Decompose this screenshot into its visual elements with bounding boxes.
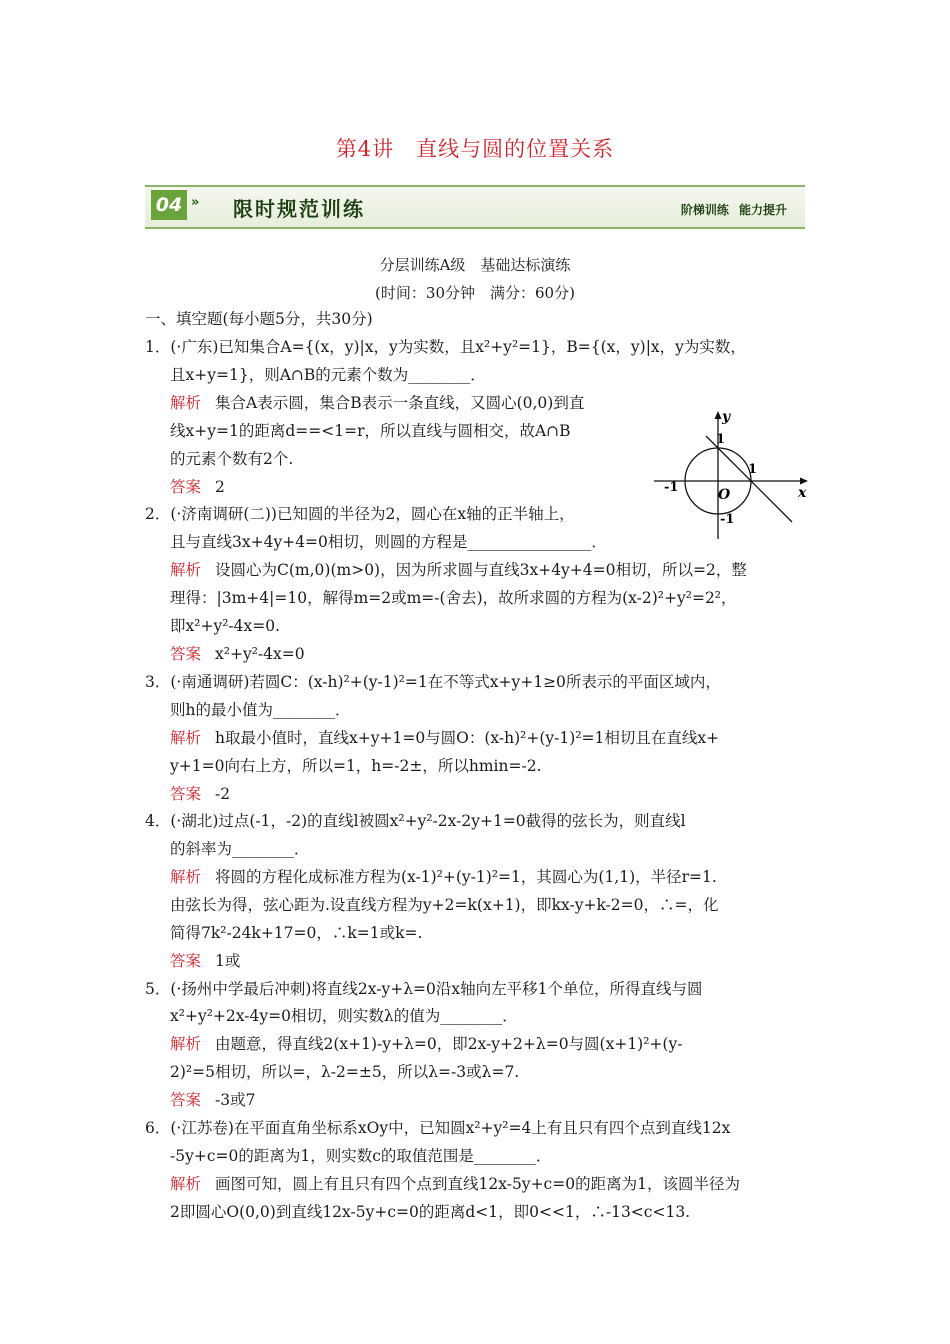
- analysis-4-line-1: 解析 将圆的方程化成标准方程为(x-1)²+(y-1)²=1，其圆心为(1,1)，半径r=1.: [170, 868, 717, 886]
- question-3-line-2: 则h的最小值为________．: [170, 701, 351, 719]
- x-axis-label: x: [798, 485, 807, 501]
- y-axis-arrow: [715, 411, 722, 419]
- question-5-line-1: 5．(·扬州中学最后冲刺)将直线2x-y+λ=0沿x轴向左平移1个单位，所得直线与圆: [145, 980, 703, 998]
- analysis-label: 解析: [170, 394, 202, 412]
- tick-label-x-neg1: -1: [664, 480, 679, 495]
- analysis-5-line-1: 解析 由题意，得直线2(x+1)-y+λ=0，即2x-y+2+λ=0与圆(x+1)²+(y-: [170, 1035, 683, 1053]
- analysis-3-line-2: y+1=0向右上方，所以=1，h=-2±，所以hmin=-2.: [170, 757, 542, 775]
- section-banner: [145, 185, 805, 231]
- analysis-1-line-3: 的元素个数有2个.: [170, 450, 294, 468]
- question-2-line-1: 2．(·济南调研(二))已知圆的半径为2，圆心在x轴的正半轴上，: [145, 505, 575, 523]
- banner-arrow-icon: »: [191, 195, 200, 210]
- tick-label-y-neg1: -1: [720, 512, 735, 527]
- answer-label: 答案: [170, 1091, 202, 1109]
- analysis-2-line-3: 即x²+y²-4x=0.: [170, 617, 281, 635]
- subheading: 分层训练A级 基础达标演练: [379, 256, 571, 274]
- analysis-5-line-2: 2)²=5相切，所以=，λ-2=±5，所以λ=-3或λ=7.: [170, 1063, 520, 1081]
- line-x-plus-y-eq-1: [706, 436, 792, 522]
- answer-4: 答案 1或: [170, 952, 241, 970]
- analysis-6-line-1: 解析 画图可知，圆上有且只有四个点到直线12x-5y+c=0的距离为1，该圆半径为: [170, 1175, 740, 1193]
- answer-label: 答案: [170, 952, 202, 970]
- analysis-1-line-2: 线x+y=1的距离d==<1=r，所以直线与圆相交，故A∩B: [170, 422, 571, 440]
- banner-number: 04: [151, 190, 187, 220]
- banner-subtitle: 阶梯训练 能力提升: [680, 203, 787, 217]
- y-axis-label: y: [722, 409, 731, 425]
- question-6-line-1: 6．(·江苏卷)在平面直角坐标系xOy中，已知圆x²+y²=4上有且只有四个点到直线12x: [145, 1119, 731, 1137]
- tick-label-x-1: 1: [748, 462, 758, 477]
- answer-label: 答案: [170, 478, 202, 496]
- circle-line-figure: [652, 405, 812, 543]
- question-4-line-2: 的斜率为________．: [170, 840, 310, 858]
- question-2-line-2: 且与直线3x+4y+4=0相切，则圆的方程是________________．: [170, 533, 607, 551]
- analysis-label: 解析: [170, 729, 202, 747]
- question-4-line-1: 4．(·湖北)过点(-1，-2)的直线l被圆x²+y²-2x-2y+1=0截得的弦长为，则直线l: [145, 812, 686, 830]
- question-5-line-2: x²+y²+2x-4y=0相切，则实数λ的值为________．: [170, 1007, 518, 1025]
- analysis-label: 解析: [170, 561, 202, 579]
- question-1-line-1: 1．(·广东)已知集合A={(x，y)|x，y为实数，且x²+y²=1}，B={(x，y)|x，y为实数，: [145, 338, 746, 356]
- section-heading: 一、填空题(每小题5分，共30分): [145, 310, 373, 328]
- page-title: 第4讲 直线与圆的位置关系: [335, 137, 615, 161]
- answer-label: 答案: [170, 785, 202, 803]
- analysis-4-line-3: 简得7k²-24k+17=0，∴k=1或k=.: [170, 924, 423, 942]
- analysis-label: 解析: [170, 1035, 202, 1053]
- analysis-2-line-1: 解析 设圆心为C(m,0)(m>0)，因为所求圆与直线3x+4y+4=0相切，所以=2，整: [170, 561, 747, 579]
- answer-1: 答案 2: [170, 478, 225, 496]
- analysis-3-line-1: 解析 h取最小值时，直线x+y+1=0与圆O：(x-h)²+(y-1)²=1相切且在直线x+: [170, 729, 720, 747]
- time-info: (时间：30分钟 满分：60分): [375, 284, 575, 302]
- analysis-6-line-2: 2即圆心O(0,0)到直线12x-5y+c=0的距离d<1，即0<<1，∴-13<c<13.: [170, 1203, 691, 1221]
- question-3-line-1: 3．(·南通调研)若圆C：(x-h)²+(y-1)²=1在不等式x+y+1≥0所表示的平面区域内，: [145, 673, 721, 691]
- answer-label: 答案: [170, 645, 202, 663]
- origin-label: O: [718, 487, 731, 503]
- analysis-1-line-1: 解析 集合A表示圆，集合B表示一条直线，又圆心(0,0)到直: [170, 394, 585, 412]
- analysis-label: 解析: [170, 1175, 202, 1193]
- tick-label-y-1: 1: [716, 432, 726, 447]
- question-1-line-2: 且x+y=1}，则A∩B的元素个数为________．: [170, 366, 486, 384]
- answer-2: 答案 x²+y²-4x=0: [170, 645, 305, 663]
- analysis-2-line-2: 理得：|3m+4|=10，解得m=2或m=-(舍去)，故所求圆的方程为(x-2)²+y²=2²，: [170, 589, 737, 607]
- banner-title: 限时规范训练: [233, 197, 365, 221]
- analysis-label: 解析: [170, 868, 202, 886]
- answer-3: 答案 -2: [170, 785, 231, 803]
- x-axis-arrow: [800, 478, 808, 485]
- analysis-4-line-2: 由弦长为得，弦心距为.设直线方程为y+2=k(x+1)，即kx-y+k-2=0，∴=，化: [170, 896, 719, 914]
- banner-divider: [145, 227, 805, 229]
- answer-5: 答案 -3或7: [170, 1091, 256, 1109]
- question-6-line-2: -5y+c=0的距离为1，则实数c的取值范围是________．: [170, 1147, 552, 1165]
